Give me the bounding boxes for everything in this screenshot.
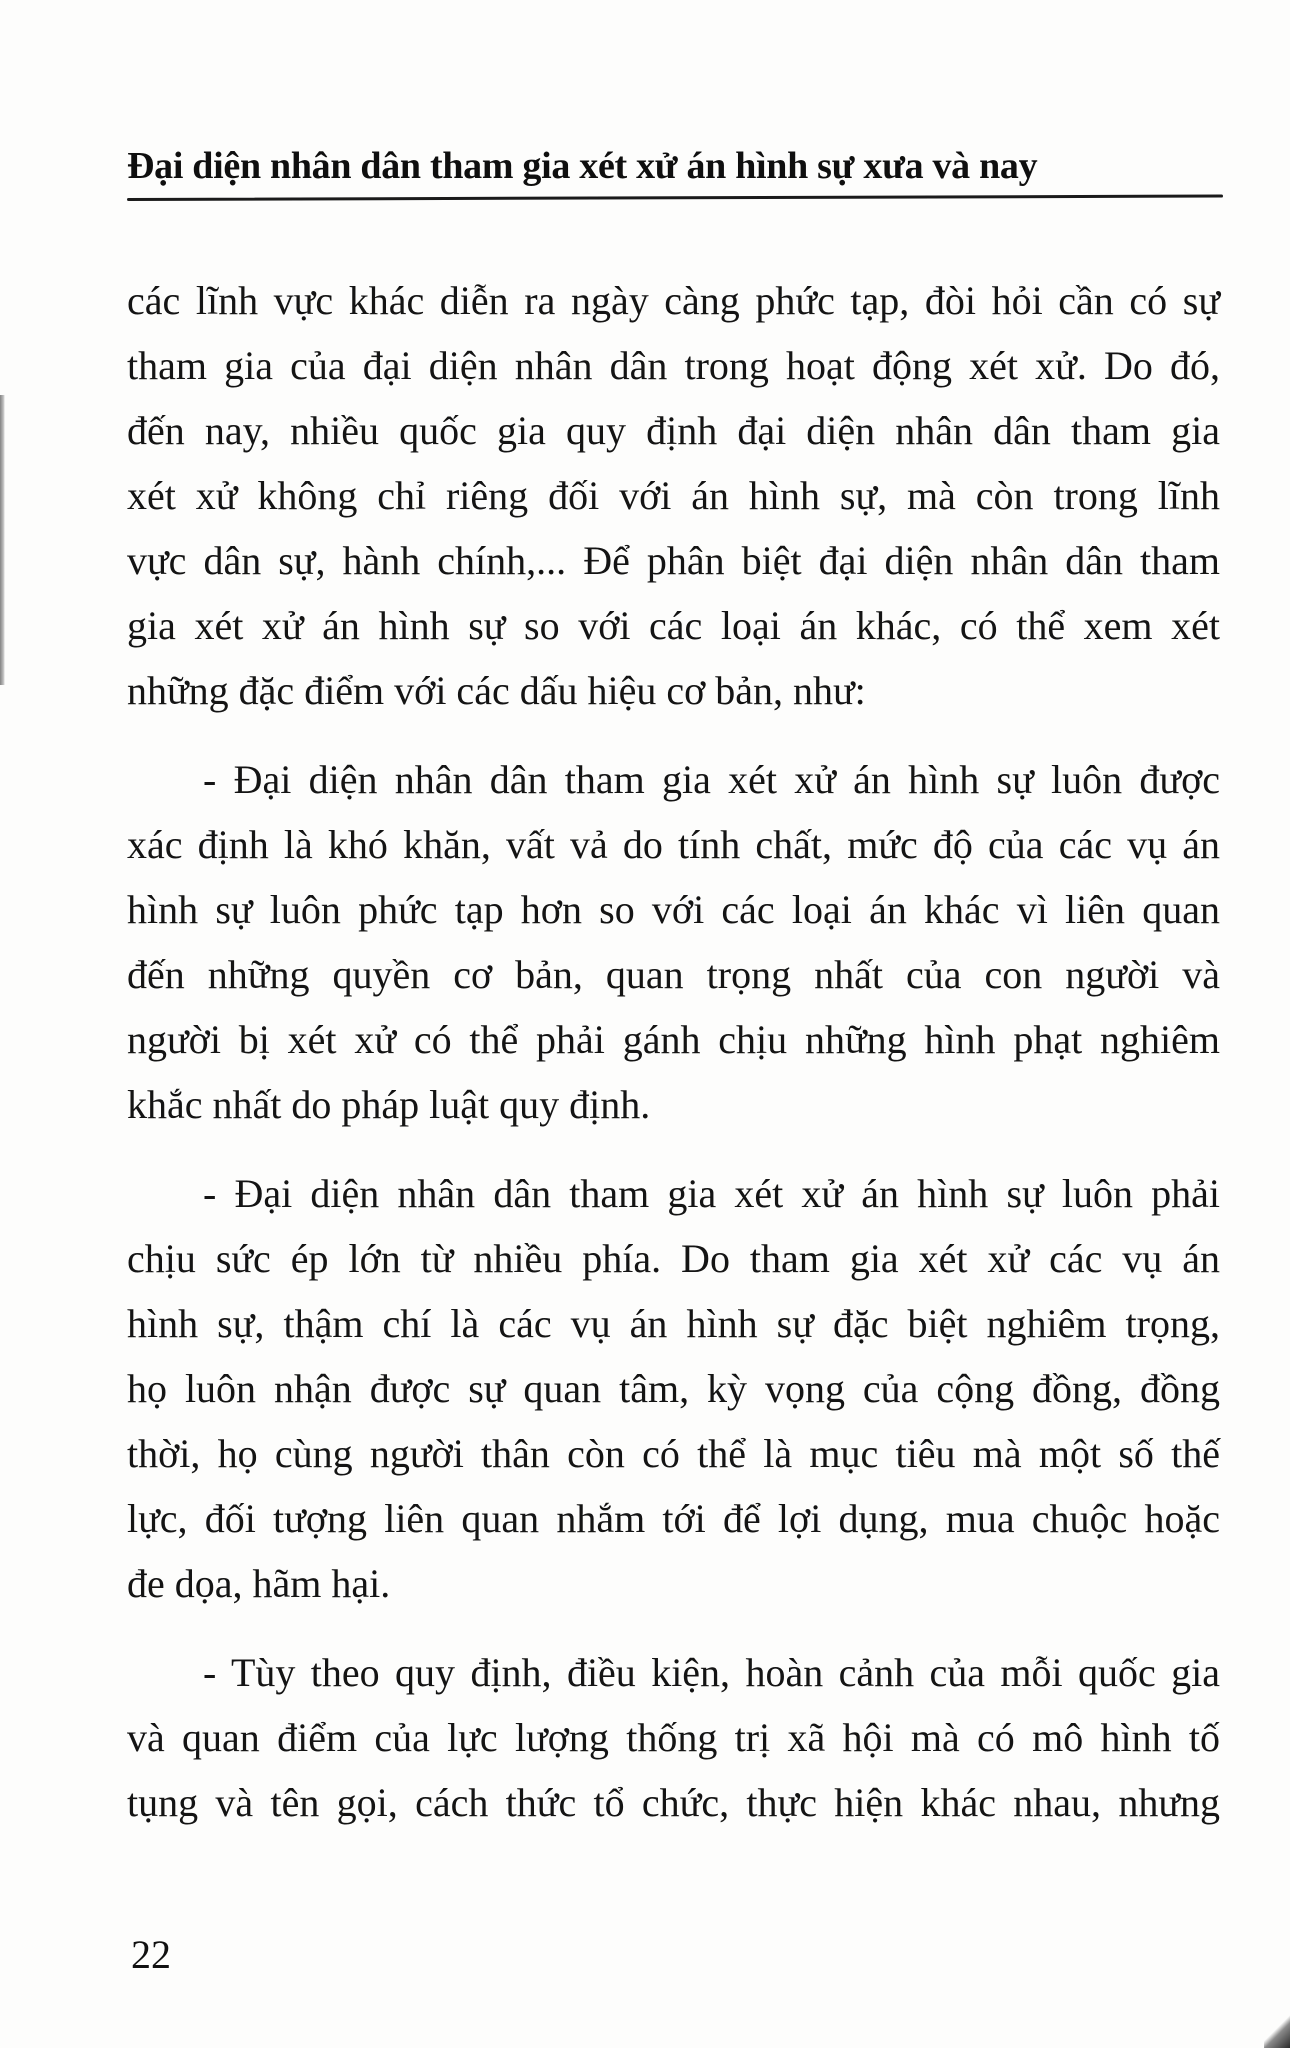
text-line: vực dân sự, hành chính,... Để phân biệt đại diện nhân dân tham [127,538,1220,583]
text-line: thời, họ cùng người thân còn có thể là mục tiêu mà một số thế [127,1431,1220,1476]
text-line: lực, đối tượng liên quan nhắm tới để lợi dụng, mua chuộc hoặc [127,1496,1220,1541]
text-line: tham gia của đại diện nhân dân trong hoạt động xét xử. Do đó, [127,343,1220,388]
text-line: các lĩnh vực khác diễn ra ngày càng phức tạp, đòi hỏi cần có sự [127,278,1220,323]
text-line: - Đại diện nhân dân tham gia xét xử án hình sự luôn được [203,757,1220,802]
text-line: khắc nhất do pháp luật quy định. [127,1082,651,1127]
running-head-title: Đại diện nhân dân tham gia xét xử án hình sự xưa và nay [127,145,1038,187]
page-corner-shadow [1264,2008,1290,2048]
body-text [127,268,1220,1835]
text-line: hình sự, thậm chí là các vụ án hình sự đặc biệt nghiêm trọng, [127,1301,1220,1346]
text-line: và quan điểm của lực lượng thống trị xã hội mà có mô hình tố [127,1715,1220,1760]
page-number: 22 [131,1932,171,1977]
text-line: hình sự luôn phức tạp hơn so với các loại án khác vì liên quan [127,887,1220,932]
text-line: xác định là khó khăn, vất vả do tính chất, mức độ của các vụ án [127,822,1220,867]
text-line: đến những quyền cơ bản, quan trọng nhất của con người và [127,952,1220,997]
paragraph-2 [127,747,1220,1137]
page-binding-edge [0,395,5,685]
text-line: chịu sức ép lớn từ nhiều phía. Do tham gia xét xử các vụ án [127,1236,1220,1281]
paragraph-3 [127,1161,1220,1616]
text-line: đe dọa, hãm hại. [127,1561,391,1606]
text-line: - Đại diện nhân dân tham gia xét xử án hình sự luôn phải [203,1171,1220,1216]
text-line: người bị xét xử có thể phải gánh chịu những hình phạt nghiêm [127,1017,1220,1062]
text-line: đến nay, nhiều quốc gia quy định đại diện nhân dân tham gia [127,408,1220,453]
paragraph-1 [127,268,1220,723]
text-line: gia xét xử án hình sự so với các loại án khác, có thể xem xét [127,603,1220,648]
text-line: tụng và tên gọi, cách thức tổ chức, thực hiện khác nhau, nhưng [127,1780,1220,1825]
text-line: - Tùy theo quy định, điều kiện, hoàn cảnh của mỗi quốc gia [203,1650,1220,1695]
running-head [127,140,1223,201]
running-head-rule [127,195,1223,201]
text-line: những đặc điểm với các dấu hiệu cơ bản, như: [127,668,866,713]
text-line: xét xử không chỉ riêng đối với án hình sự, mà còn trong lĩnh [127,473,1220,518]
paragraph-4 [127,1640,1220,1835]
text-line: họ luôn nhận được sự quan tâm, kỳ vọng của cộng đồng, đồng [127,1366,1220,1411]
